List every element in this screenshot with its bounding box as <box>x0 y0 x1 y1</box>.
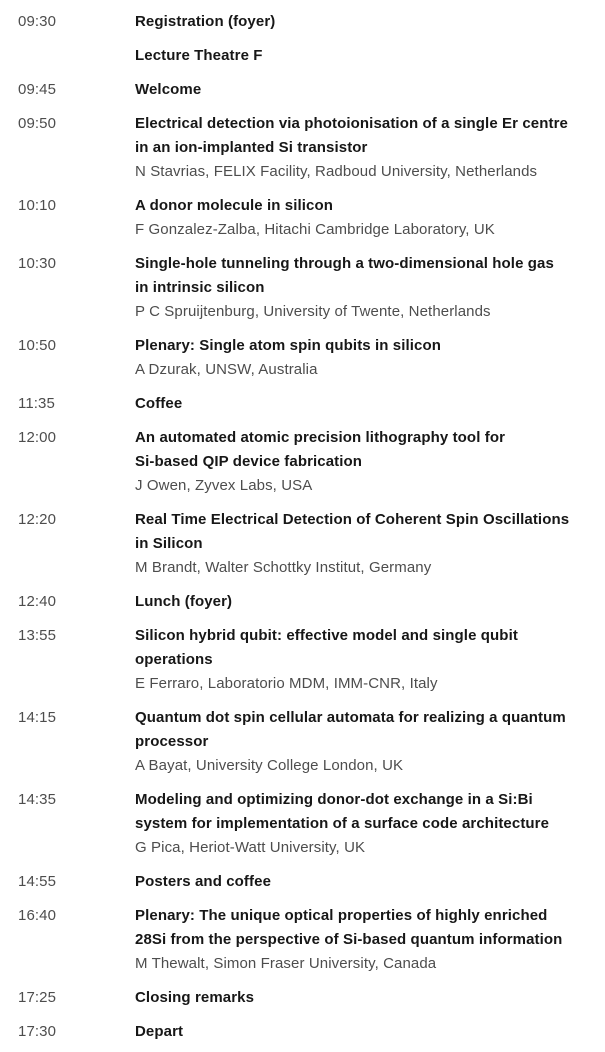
session-speaker: A Dzurak, UNSW, Australia <box>135 361 318 378</box>
session-title-line: Modeling and optimizing donor-dot exchange in a Si:Bi <box>135 791 533 808</box>
session-content <box>135 904 597 976</box>
session-speaker: F Gonzalez-Zalba, Hitachi Cambridge Laboratory, UK <box>135 221 495 238</box>
session-speaker: P C Spruijtenburg, University of Twente, Netherlands <box>135 303 491 320</box>
session-content <box>135 986 597 1010</box>
session-speaker: J Owen, Zyvex Labs, USA <box>135 477 313 494</box>
session-speaker: A Bayat, University College London, UK <box>135 757 404 774</box>
time-label: 12:40 <box>18 593 57 610</box>
session-content <box>135 788 597 860</box>
time-label: 14:15 <box>18 709 57 726</box>
schedule-row <box>18 78 597 102</box>
session-content <box>135 334 597 382</box>
session-speaker: E Ferraro, Laboratorio MDM, IMM-CNR, Italy <box>135 675 438 692</box>
schedule-row <box>18 1020 597 1044</box>
session-title-line: Electrical detection via photoionisation of a single Er centre <box>135 115 568 132</box>
session-speaker: M Brandt, Walter Schottky Institut, Germany <box>135 559 432 576</box>
session-title-line: Coffee <box>135 395 183 412</box>
time-label: 16:40 <box>18 907 57 924</box>
session-content <box>135 1020 597 1044</box>
session-title-line: Plenary: Single atom spin qubits in silicon <box>135 337 442 354</box>
schedule-row <box>18 624 597 696</box>
schedule-row <box>18 112 597 184</box>
session-speaker: G Pica, Heriot-Watt University, UK <box>135 839 366 856</box>
session-title-line: Silicon hybrid qubit: effective model and single qubit <box>135 627 518 644</box>
session-title-line: Quantum dot spin cellular automata for realizing a quantum <box>135 709 566 726</box>
session-title-line: An automated atomic precision lithography tool for <box>135 429 506 446</box>
time-label: 17:25 <box>18 989 57 1006</box>
session-title-line: Closing remarks <box>135 989 255 1006</box>
session-title-line: Registration (foyer) <box>135 13 276 30</box>
session-title-line: 28Si from the perspective of Si-based quantum information <box>135 931 563 948</box>
session-title-line: A donor molecule in silicon <box>135 197 334 214</box>
schedule-row <box>18 10 597 34</box>
time-label: 13:55 <box>18 627 57 644</box>
session-speaker: N Stavrias, FELIX Facility, Radboud University, Netherlands <box>135 163 538 180</box>
time-label: 14:35 <box>18 791 57 808</box>
session-title-line: Depart <box>135 1023 184 1040</box>
session-title-line: processor <box>135 733 209 750</box>
session-title-line: Posters and coffee <box>135 873 272 890</box>
session-title-line: in Silicon <box>135 535 203 552</box>
session-title-line: in intrinsic silicon <box>135 279 265 296</box>
schedule-row <box>18 252 597 324</box>
schedule-row <box>18 334 597 382</box>
session-title-line: Real Time Electrical Detection of Coherent Spin Oscillations <box>135 511 570 528</box>
session-content <box>135 78 597 102</box>
session-content <box>135 870 597 894</box>
session-title-line: system for implementation of a surface code architecture <box>135 815 550 832</box>
time-label: 14:55 <box>18 873 57 890</box>
schedule-row <box>18 508 597 580</box>
session-content <box>135 10 597 34</box>
time-label: 09:50 <box>18 115 57 132</box>
session-content <box>135 706 597 778</box>
time-label: 10:50 <box>18 337 57 354</box>
session-title-line: Welcome <box>135 81 202 98</box>
schedule-row <box>18 590 597 614</box>
session-title-line: Single-hole tunneling through a two-dimensional hole gas <box>135 255 554 272</box>
schedule-row <box>18 194 597 242</box>
time-label: 12:20 <box>18 511 57 528</box>
session-content <box>135 44 597 68</box>
session-title-line: in an ion-implanted Si transistor <box>135 139 368 156</box>
schedule-row <box>18 44 597 68</box>
session-content <box>135 426 597 498</box>
schedule-row <box>18 426 597 498</box>
session-content <box>135 392 597 416</box>
schedule-row <box>18 392 597 416</box>
session-content <box>135 194 597 242</box>
schedule-row <box>18 870 597 894</box>
time-label: 12:00 <box>18 429 57 446</box>
schedule-row <box>18 788 597 860</box>
session-content <box>135 508 597 580</box>
schedule-row <box>18 706 597 778</box>
session-content <box>135 590 597 614</box>
schedule-row <box>18 904 597 976</box>
time-label: 10:10 <box>18 197 57 214</box>
session-title-line: Lecture Theatre F <box>135 47 263 64</box>
session-title-line: operations <box>135 651 213 668</box>
schedule-row <box>18 986 597 1010</box>
time-label: 11:35 <box>18 395 55 412</box>
session-content <box>135 112 597 184</box>
session-title-line: Si-based QIP device fabrication <box>135 453 363 470</box>
session-content <box>135 252 597 324</box>
session-title-line: Lunch (foyer) <box>135 593 233 610</box>
time-label: 09:30 <box>18 13 57 30</box>
session-content <box>135 624 597 696</box>
session-title-line: Plenary: The unique optical properties of highly enriched <box>135 907 548 924</box>
time-label: 17:30 <box>18 1023 57 1040</box>
session-speaker: M Thewalt, Simon Fraser University, Canada <box>135 955 437 972</box>
time-label: 10:30 <box>18 255 57 272</box>
time-label: 09:45 <box>18 81 57 98</box>
